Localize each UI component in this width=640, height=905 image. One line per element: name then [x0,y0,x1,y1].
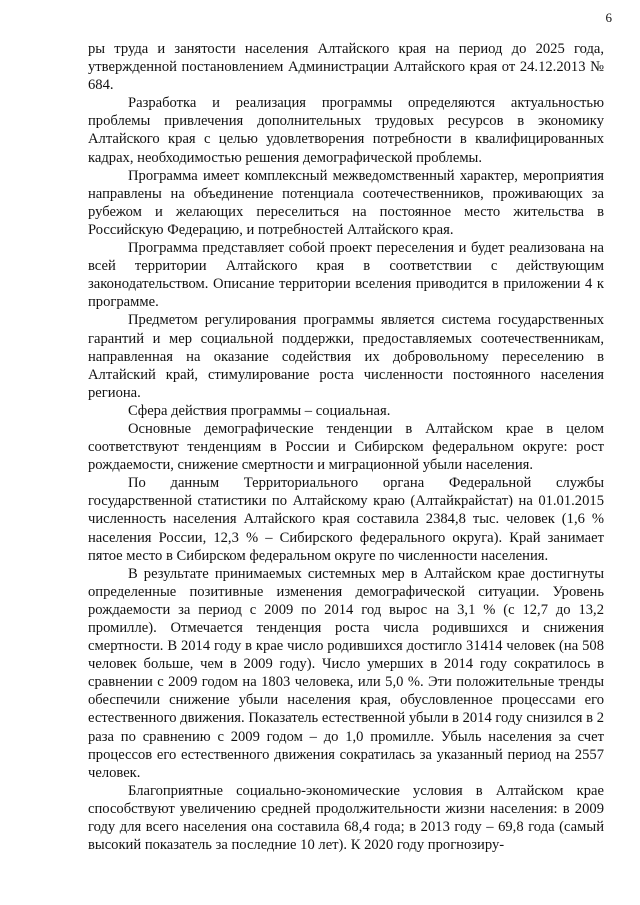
page-number: 6 [605,10,612,25]
paragraph-program-development: Разработка и реализация программы определяются актуальностью проблемы привлечения дополнительных трудовых ресурсов в экономику Алтайского края с целью удовлетворения потребности в квалифицированных кадрах, необходимостью решения демографической проблемы. [88,95,604,166]
paragraph-program-character: Программа имеет комплексный межведомственный характер, мероприятия направлены на объединение потенциала соотечественников, проживающих за рубежом и желающих переселиться на постоянное место жительства в Российскую Федерацию, и потребностей Алтайского края. [88,167,604,238]
paragraph-continuation: ры труда и занятости населения Алтайского края на период до 2025 года, утвержденной постановлением Администрации Алтайского края от 24.12.2013 № 684. [88,41,604,94]
paragraph-regulation-subject: Предметом регулирования программы является система государственных гарантий и мер социальной поддержки, предоставляемых соотечественникам, направленная на оказание содействия их добровольному переселению в Алтайский край, стимулирование роста численности постоянного населения региона. [88,312,604,401]
paragraph-life-expectancy: Благоприятные социально-экономические условия в Алтайском крае способствуют увеличению средней продолжительности жизни населения: в 2009 году для всего населения она составила 68,4 года; в 2013 году – 69,8 года (самый высокий показатель за последние 10 лет). К 2020 году прогнозиру- [88,782,604,854]
body-text [88,40,604,854]
paragraph-demographic-changes: В результате принимаемых системных мер в Алтайском крае достигнуты определенные позитивные изменения демографической ситуации. Уровень рождаемости за период с 2009 по 2014 год вырос на 3,1 % (с 12,7 до 13,2 промилле). Отмечается тенденция роста числа родившихся и снижения смертности. В 2014 году в крае число родившихся достигло 31414 человек (на 508 человек больше, чем в 2009 году). Число умерших в 2014 году сократилось в сравнении с 2009 годом на 1803 человека, или 5,0 %. Эти положительные тренды обеспечили снижение убыли населения края, обусловленное процессами его естественного движения. Показатель естественной убыли в 2014 году снизился в 2 раза по сравнению с 2009 годом – до 1,0 промилле. Убыль населения за счет процессов его естественного движения сократилась за указанный период на 2557 человек. [88,565,604,781]
paragraph-resettlement-project: Программа представляет собой проект переселения и будет реализована на всей территории Алтайского края в соответствии с действующим законодательством. Описание территории вселения приводится в приложении 4 к программе. [88,240,604,311]
paragraph-population-statistics: По данным Территориального органа Федеральной службы государственной статистики по Алтайскому краю (Алтайкрайстат) на 01.01.2015 численность населения Алтайского края составила 2384,8 тыс. человек (1,6 % населения России, 12,3 % – Сибирского федерального округа). Край занимает пятое место в Сибирском федеральном округе по численности населения. [88,475,604,564]
paragraph-program-sphere: Сфера действия программы – социальная. [128,402,391,419]
paragraph-demographic-trends: Основные демографические тенденции в Алтайском крае в целом соответствуют тенденциям в России и Сибирском федеральном округе: рост рождаемости, снижение смертности и миграционной убыли населения. [88,420,604,474]
